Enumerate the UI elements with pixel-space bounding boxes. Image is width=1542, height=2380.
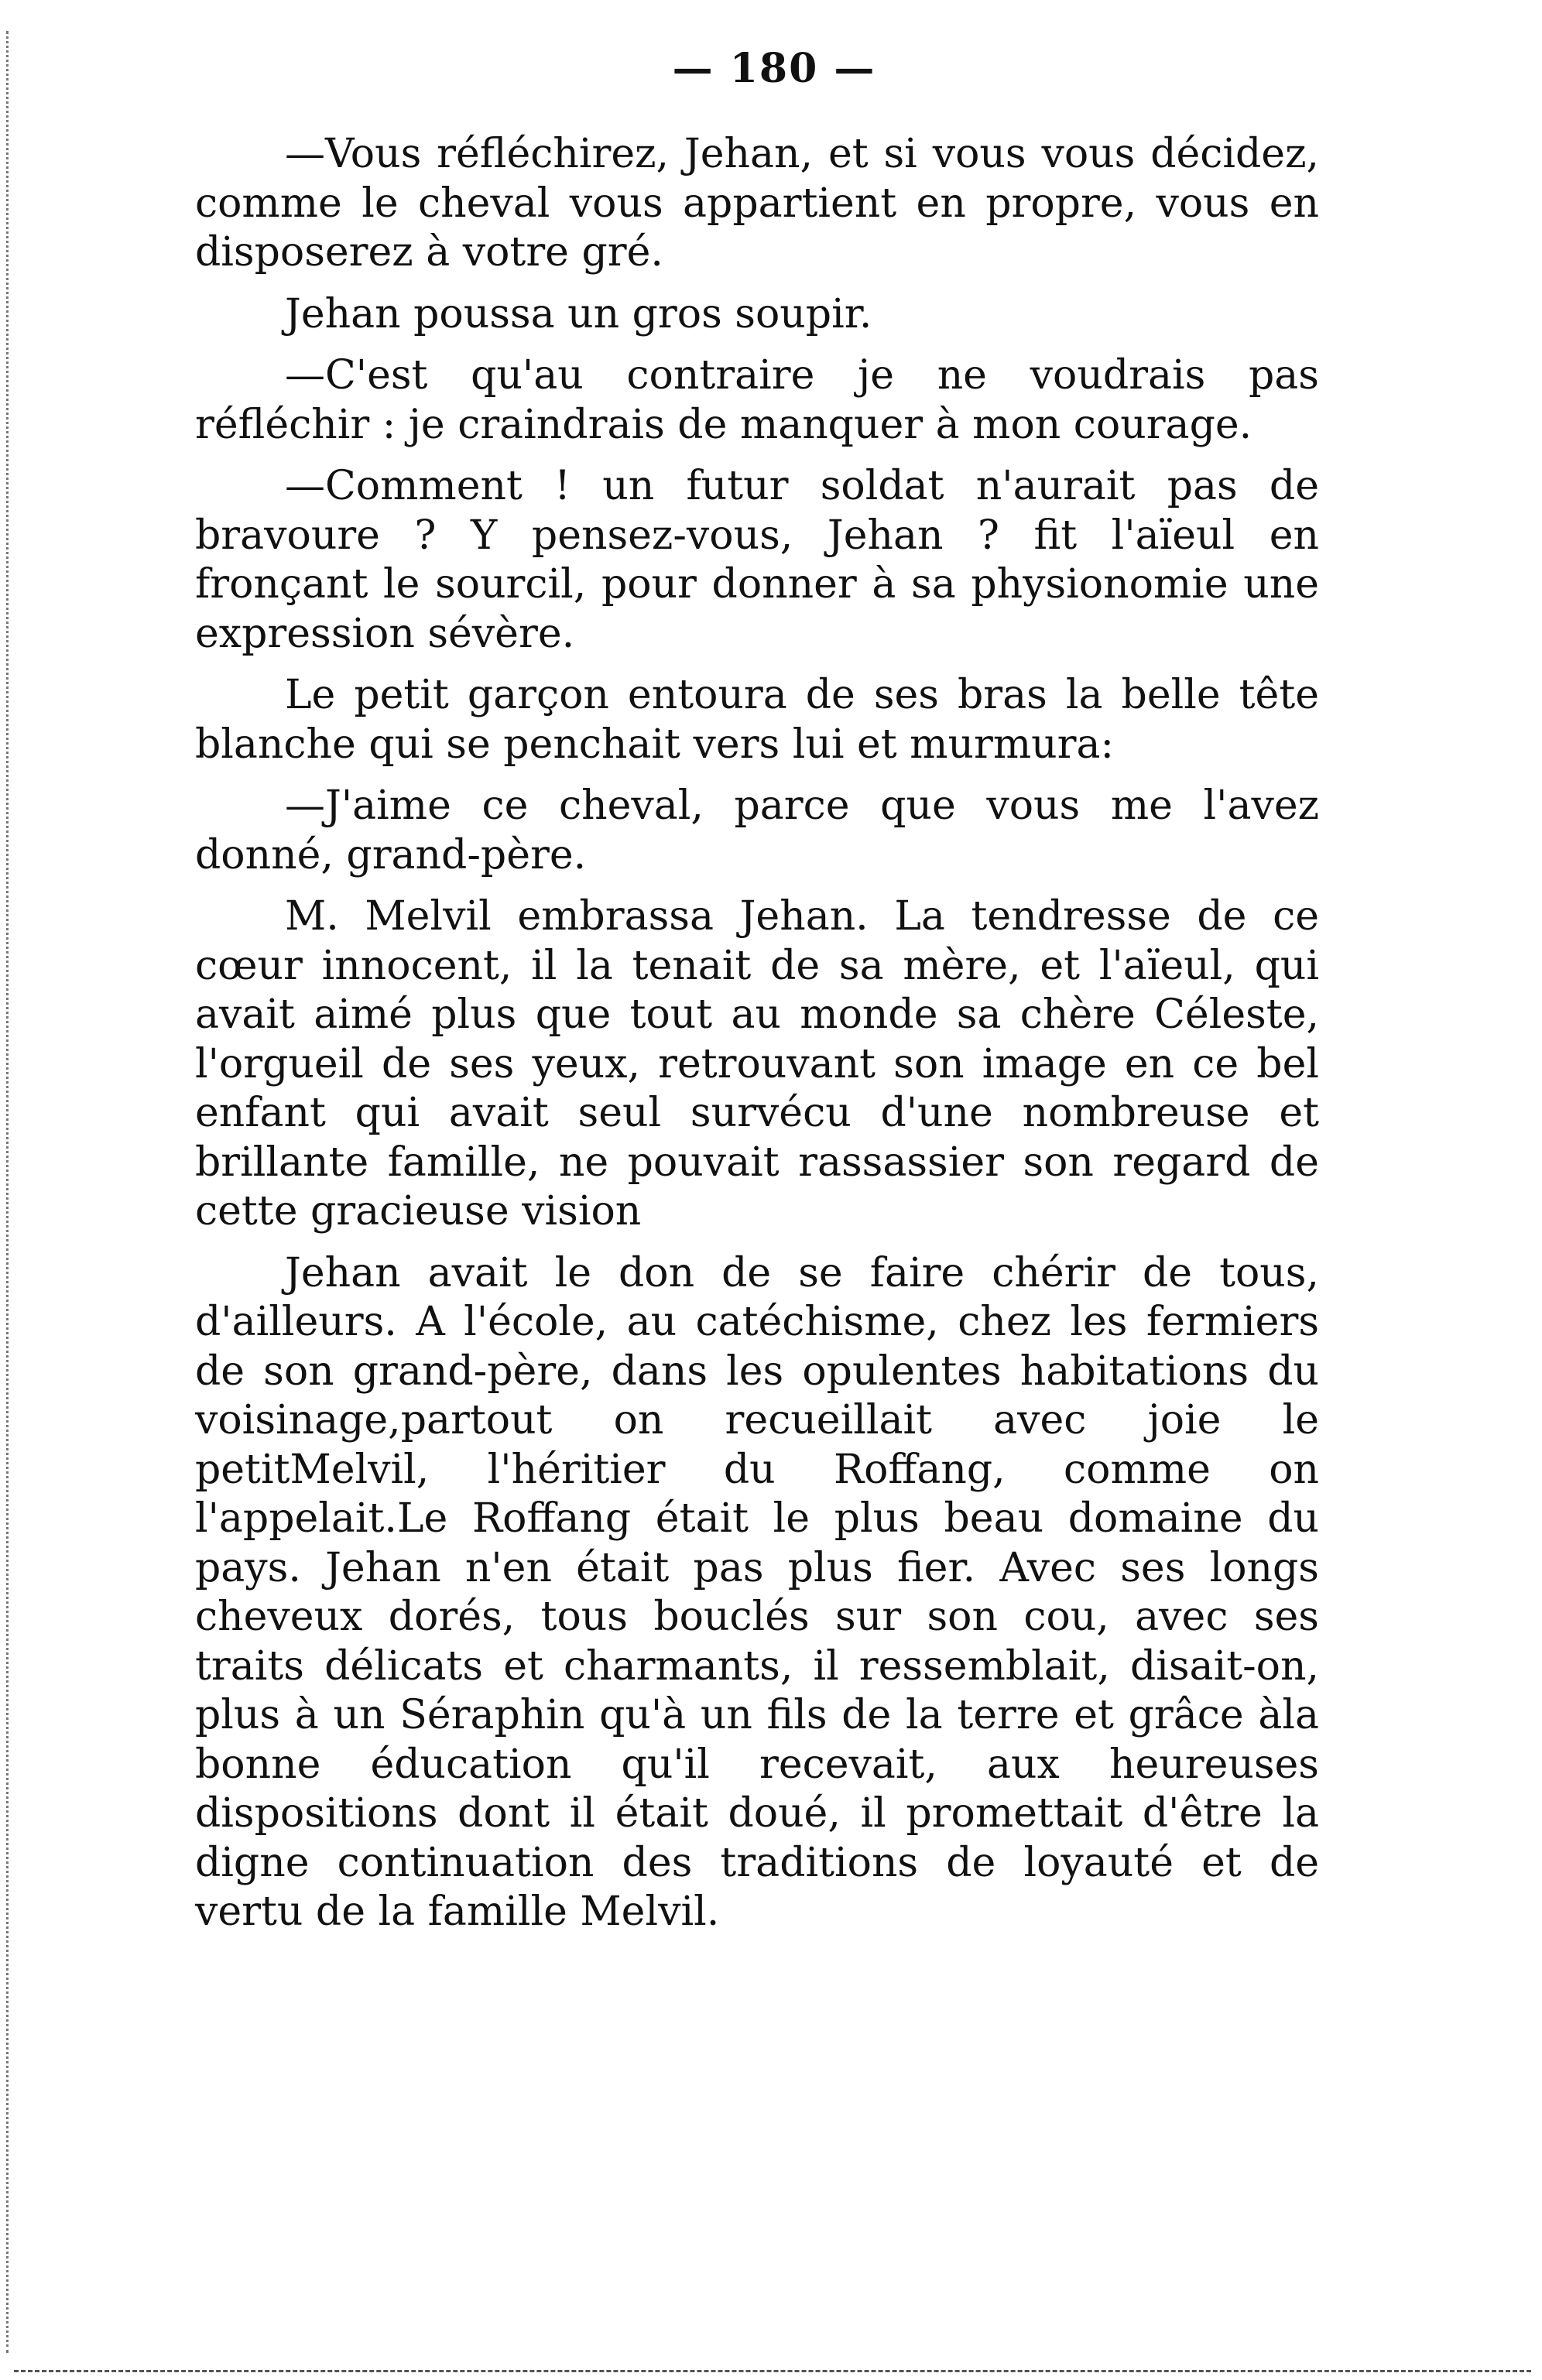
- paragraph: —C'est qu'au contraire je ne voudrais pas réfléchir : je craindrais de manquer à mon courage.: [195, 352, 1319, 448]
- bottom-edge-rule: [14, 2370, 1531, 2372]
- paragraph: —J'aime ce cheval, parce que vous me l'avez donné, grand-père.: [195, 782, 1319, 878]
- page-number: — 180 —: [672, 45, 876, 92]
- paragraph: —Comment ! un futur soldat n'aurait pas de bravoure ? Y pensez-vous, Jehan ? fit l'aïeul en fronçant le sourcil, pour donner à sa physionomie une expression sévère.: [195, 463, 1319, 657]
- body-text: [195, 130, 1319, 1950]
- paragraph: Le petit garçon entoura de ses bras la belle tête blanche qui se penchait vers lui et murmura:: [195, 672, 1319, 768]
- binding-edge-marks: [6, 31, 26, 2353]
- paragraph: Jehan avait le don de se faire chérir de tous, d'ailleurs. A l'école, au catéchisme, chez les fermiers de son grand-père, dans les opulentes habitations du voisinage,partout on recueillait avec joie le petitMelvil, l'héritier du Roffang, comme on l'appelait.Le Roffang était le plus beau domaine du pays. Jehan n'en était pas plus fier. Avec ses longs cheveux dorés, tous bouclés sur son cou, avec ses traits délicats et charmants, il ressemblait, disait-on, plus à un Séraphin qu'à un fils de la terre et grâce àla bonne éducation qu'il recevait, aux heureuses dispositions dont il était doué, il promettait d'être la digne continuation des traditions de loyauté et de vertu de la famille Melvil.: [195, 1249, 1319, 1935]
- paragraph: —Vous réfléchirez, Jehan, et si vous vous décidez, comme le cheval vous appartient en propre, vous en disposerez à votre gré.: [195, 131, 1319, 276]
- paragraph: M. Melvil embrassa Jehan. La tendresse de ce cœur innocent, il la tenait de sa mère, et l'aïeul, qui avait aimé plus que tout au monde sa chère Céleste, l'orgueil de ses yeux, retrouvant son image en ce bel enfant qui avait seul survécu d'une nombreuse et brillante famille, ne pouvait rassassier son regard de cette gracieuse vision: [195, 893, 1319, 1235]
- paragraph: Jehan poussa un gros soupir.: [285, 290, 872, 337]
